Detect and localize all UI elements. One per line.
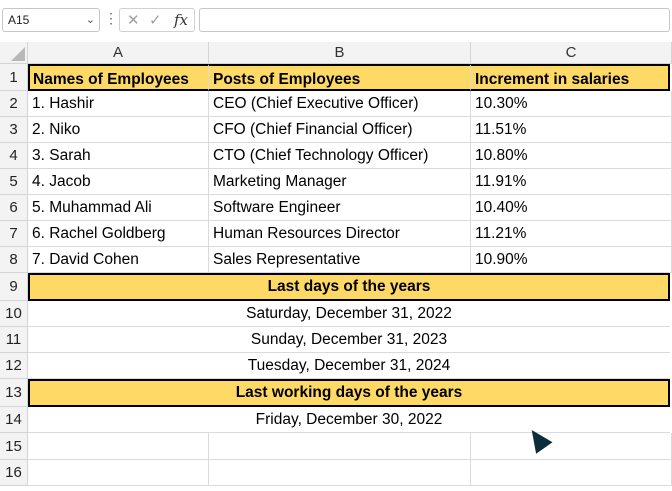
table-cell[interactable]: Sales Representative xyxy=(209,247,471,273)
empty-cell[interactable] xyxy=(471,460,672,486)
table-cell[interactable]: 4. Jacob xyxy=(28,169,209,195)
table-header-cell[interactable]: Names of Employees xyxy=(28,64,209,91)
row-header[interactable]: 5 xyxy=(0,169,28,195)
table-cell[interactable]: Software Engineer xyxy=(209,195,471,221)
name-box-value: A15 xyxy=(8,13,30,27)
row-header[interactable]: 7 xyxy=(0,221,28,247)
check-icon[interactable]: ✓ xyxy=(149,12,162,29)
table-cell[interactable]: 1. Hashir xyxy=(28,91,209,117)
name-box[interactable] xyxy=(2,8,100,32)
table-cell[interactable]: 10.30% xyxy=(471,91,672,117)
table-cell[interactable]: 7. David Cohen xyxy=(28,247,209,273)
row-header[interactable]: 12 xyxy=(0,353,28,379)
row-header[interactable]: 1 xyxy=(0,64,28,91)
empty-cell[interactable] xyxy=(209,460,471,486)
table-cell[interactable]: CEO (Chief Executive Officer) xyxy=(209,91,471,117)
table-cell[interactable]: CTO (Chief Technology Officer) xyxy=(209,143,471,169)
row-header[interactable]: 11 xyxy=(0,327,28,353)
row-header[interactable]: 4 xyxy=(0,143,28,169)
table-header-cell[interactable]: Increment in salaries xyxy=(471,64,670,91)
table-cell[interactable]: 10.90% xyxy=(471,247,672,273)
more-options-icon[interactable]: ⋮ xyxy=(104,10,118,26)
empty-cell[interactable] xyxy=(28,460,209,486)
row-header[interactable]: 9 xyxy=(0,273,28,301)
row-header[interactable]: 13 xyxy=(0,379,28,407)
column-header-a[interactable]: A xyxy=(28,42,209,64)
table-cell[interactable]: CFO (Chief Financial Officer) xyxy=(209,117,471,143)
row-header[interactable]: 6 xyxy=(0,195,28,221)
table-cell[interactable]: 6. Rachel Goldberg xyxy=(28,221,209,247)
formula-buttons xyxy=(119,8,195,32)
date-cell[interactable]: Sunday, December 31, 2023 xyxy=(28,327,670,353)
column-header-b[interactable]: B xyxy=(209,42,471,64)
section-title-last-days[interactable]: Last days of the years xyxy=(28,273,670,301)
cancel-icon[interactable]: ✕ xyxy=(127,12,140,29)
formula-input[interactable] xyxy=(199,8,670,32)
row-header[interactable]: 10 xyxy=(0,301,28,327)
table-header-cell[interactable]: Posts of Employees xyxy=(209,64,471,91)
table-cell[interactable]: 11.51% xyxy=(471,117,672,143)
empty-cell-a15[interactable] xyxy=(28,433,209,460)
row-header[interactable]: 16 xyxy=(0,460,28,486)
section-title-last-working-days[interactable]: Last working days of the years xyxy=(28,379,670,407)
spreadsheet-grid xyxy=(0,42,672,491)
chevron-down-icon[interactable]: ⌄ xyxy=(85,14,95,26)
empty-cell[interactable] xyxy=(471,433,672,460)
row-header[interactable]: 3 xyxy=(0,117,28,143)
column-header-c[interactable]: C xyxy=(471,42,672,64)
table-cell[interactable]: 11.91% xyxy=(471,169,672,195)
table-cell[interactable]: 2. Niko xyxy=(28,117,209,143)
select-all-triangle-icon xyxy=(11,47,25,61)
date-cell[interactable]: Saturday, December 31, 2022 xyxy=(28,301,670,327)
row-header[interactable]: 15 xyxy=(0,433,28,460)
table-cell[interactable]: Human Resources Director xyxy=(209,221,471,247)
select-all-button[interactable] xyxy=(0,42,28,64)
table-cell[interactable]: 10.80% xyxy=(471,143,672,169)
row-header[interactable]: 2 xyxy=(0,91,28,117)
date-cell[interactable]: Friday, December 30, 2022 xyxy=(28,407,670,433)
row-header[interactable]: 14 xyxy=(0,407,28,433)
table-cell[interactable]: 5. Muhammad Ali xyxy=(28,195,209,221)
date-cell[interactable]: Tuesday, December 31, 2024 xyxy=(28,353,670,379)
table-cell[interactable]: 3. Sarah xyxy=(28,143,209,169)
insert-function-icon[interactable]: fx xyxy=(174,11,189,29)
empty-cell[interactable] xyxy=(209,433,471,460)
table-cell[interactable]: 10.40% xyxy=(471,195,672,221)
table-cell[interactable]: 11.21% xyxy=(471,221,672,247)
formula-bar xyxy=(0,0,672,42)
table-cell[interactable]: Marketing Manager xyxy=(209,169,471,195)
row-header[interactable]: 8 xyxy=(0,247,28,273)
